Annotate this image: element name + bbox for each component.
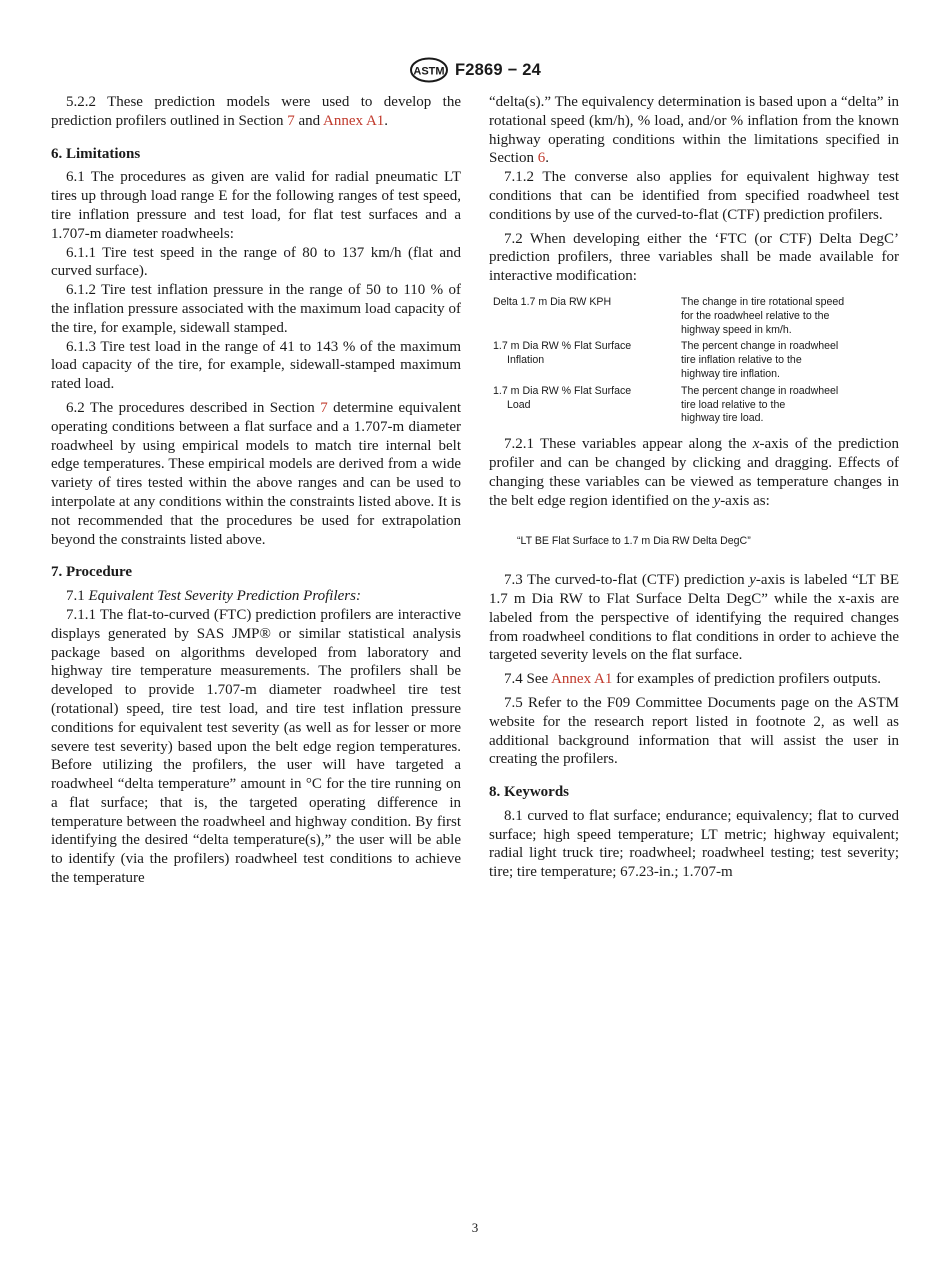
paragraph-7-1-2: 7.1.2 The converse also applies for equivalent highway test conditions that can be identified from specified roadwheel test conditions by use of the curved-to-flat (CTF) prediction profilers.: [489, 169, 899, 223]
section-6-heading: 6. Limitations: [51, 145, 141, 162]
section-7-link[interactable]: 7: [287, 112, 295, 129]
paragraph-7-1-1: 7.1.1 The flat-to-curved (FTC) prediction profilers are interactive displays generated by SAS JMP® or similar statistical analysis package based on algorithms developed from laboratory and highway tire temperature measurements. The profilers shall be developed to provide 1.707-m diameter roadwheel tire test (rotational) speed, tire test load, and tire test inflation pressure conditions for equivalent test severity (as well as for lesser or more severe test severity) based upon the belt edge region temperatures. Before utilizing the profilers, the user will have targeted a roadwheel “delta temperature” amount in °C for the tire running on a flat surface; that is, the targeted operating difference in temperature between the roadwheel and highway condition. By first identifying the desired “delta temperature(s),” the user will be able to identify (via the profilers) roadwheel test conditions to achieve the temperature: [51, 606, 461, 887]
table-row: 1.7 m Dia RW % Flat Surface Load The percent change in roadwheel tire load relative to the highway tire load.: [493, 384, 839, 425]
svg-text:ASTM: ASTM: [413, 65, 445, 78]
astm-logo-icon: [409, 57, 449, 83]
standard-designation: F2869 − 24: [455, 60, 541, 79]
paragraph-7-2: 7.2 When developing either the ‘FTC (or CTF) Delta DegC’ prediction profilers, three variables shall be made available for interactive modification:: [489, 230, 899, 285]
paragraph-7-2-1: 7.2.1 These variables appear along the x-axis of the prediction profiler and can be changed by clicking and dragging. Effects of changing these variables can be viewed as temperature changes in the belt edge region identified on the y-axis as:: [489, 436, 899, 509]
paragraph-7-1: 7.1 Equivalent Test Severity Prediction Profilers:: [66, 588, 361, 605]
paragraph-8-1: 8.1 curved to flat surface; endurance; equivalency; flat to curved surface; high speed temperature; LT metric; highway equivalent; radial light truck tire; roadwheel; roadwheel testing; test severity; tire; tire temperature; 67.23-in.; 1.707-m: [489, 807, 899, 881]
section-6-link[interactable]: 6: [537, 150, 546, 167]
paragraph-7-4: 7.4 See Annex A1 for examples of prediction profilers outputs.: [504, 671, 882, 688]
paragraph-6-1-2: 6.1.2 Tire test inflation pressure in the range of 50 to 110 % of the inflation pressure associated with the maximum load capacity of the tire, for example, sidewall stamped.: [51, 282, 461, 336]
paragraph-7-1-1-continued: “delta(s).” The equivalency determination is based upon a “delta” in rotational speed (km/h), % load, and/or % inflation from the known highway operating conditions within the limitations specified in Section 6.: [489, 94, 899, 167]
paragraph-6-2: 6.2 The procedures described in Section 7 determine equivalent operating conditions between a flat surface and a 1.707-m diameter roadwheel by using empirical models to match tire internal belt edge temperatures. These empirical models are derived from a wide variety of tires tested within the above ranges and can be used to interpolate at any conditions within the constraints listed above. It is not recommended that the procedures be used for extrapolation beyond the constraints listed above.: [51, 399, 461, 548]
paragraph-6-1: 6.1 The procedures as given are valid for radial pneumatic LT tires up through load range E for the following ranges of test speed, tire inflation pressure and test load, for flat test surfaces and a 1.707-m diameter roadwheels:: [51, 169, 461, 242]
page-header: [0, 55, 950, 85]
annex-a1-link[interactable]: Annex A1: [551, 671, 613, 688]
page-number: 3: [471, 1220, 479, 1235]
table-row: Delta 1.7 m Dia RW KPH The change in tire rotational speed for the roadwheel relative to the highway speed in km/h.: [493, 295, 845, 336]
paragraph-7-3: 7.3 The curved-to-flat (CTF) prediction y-axis is labeled “LT BE 1.7 m Dia RW to Flat Surface Delta DegC” while the x-axis are labeled from the perspective of identifying the required changes from roadwheel conditions to flat conditions in order to achieve the targeted severity levels on the flat surface.: [489, 572, 899, 664]
section-8-heading: 8. Keywords: [489, 784, 569, 801]
variables-table: [493, 296, 899, 426]
right-column: [489, 93, 899, 882]
y-axis-label-quote: “LT BE Flat Surface to 1.7 m Dia RW Delta DegC”: [517, 535, 751, 548]
left-column: [51, 93, 461, 888]
table-row: 1.7 m Dia RW % Flat Surface Inflation The percent change in roadwheel tire inflation relative to the highway tire inflation.: [493, 340, 839, 380]
annex-a1-link[interactable]: Annex A1: [323, 112, 385, 129]
paragraph-7-5: 7.5 Refer to the F09 Committee Documents page on the ASTM website for the research report listed in footnote 2, as well as additional background information that will assist the user in creating the profilers.: [489, 694, 899, 768]
paragraph-6-1-1: 6.1.1 Tire test speed in the range of 80 to 137 km/h (flat and curved surface).: [51, 244, 461, 280]
section-7-heading: 7. Procedure: [51, 564, 133, 581]
paragraph-5-2-2: 5.2.2 These prediction models were used to develop the prediction profilers outlined in Section 7 and Annex A1.: [51, 94, 461, 129]
paragraph-6-1-3: 6.1.3 Tire test load in the range of 41 to 143 % of the maximum load capacity of the tire, for example, sidewall-stamped maximum rated load.: [51, 338, 461, 393]
section-7-link[interactable]: 7: [320, 399, 328, 416]
